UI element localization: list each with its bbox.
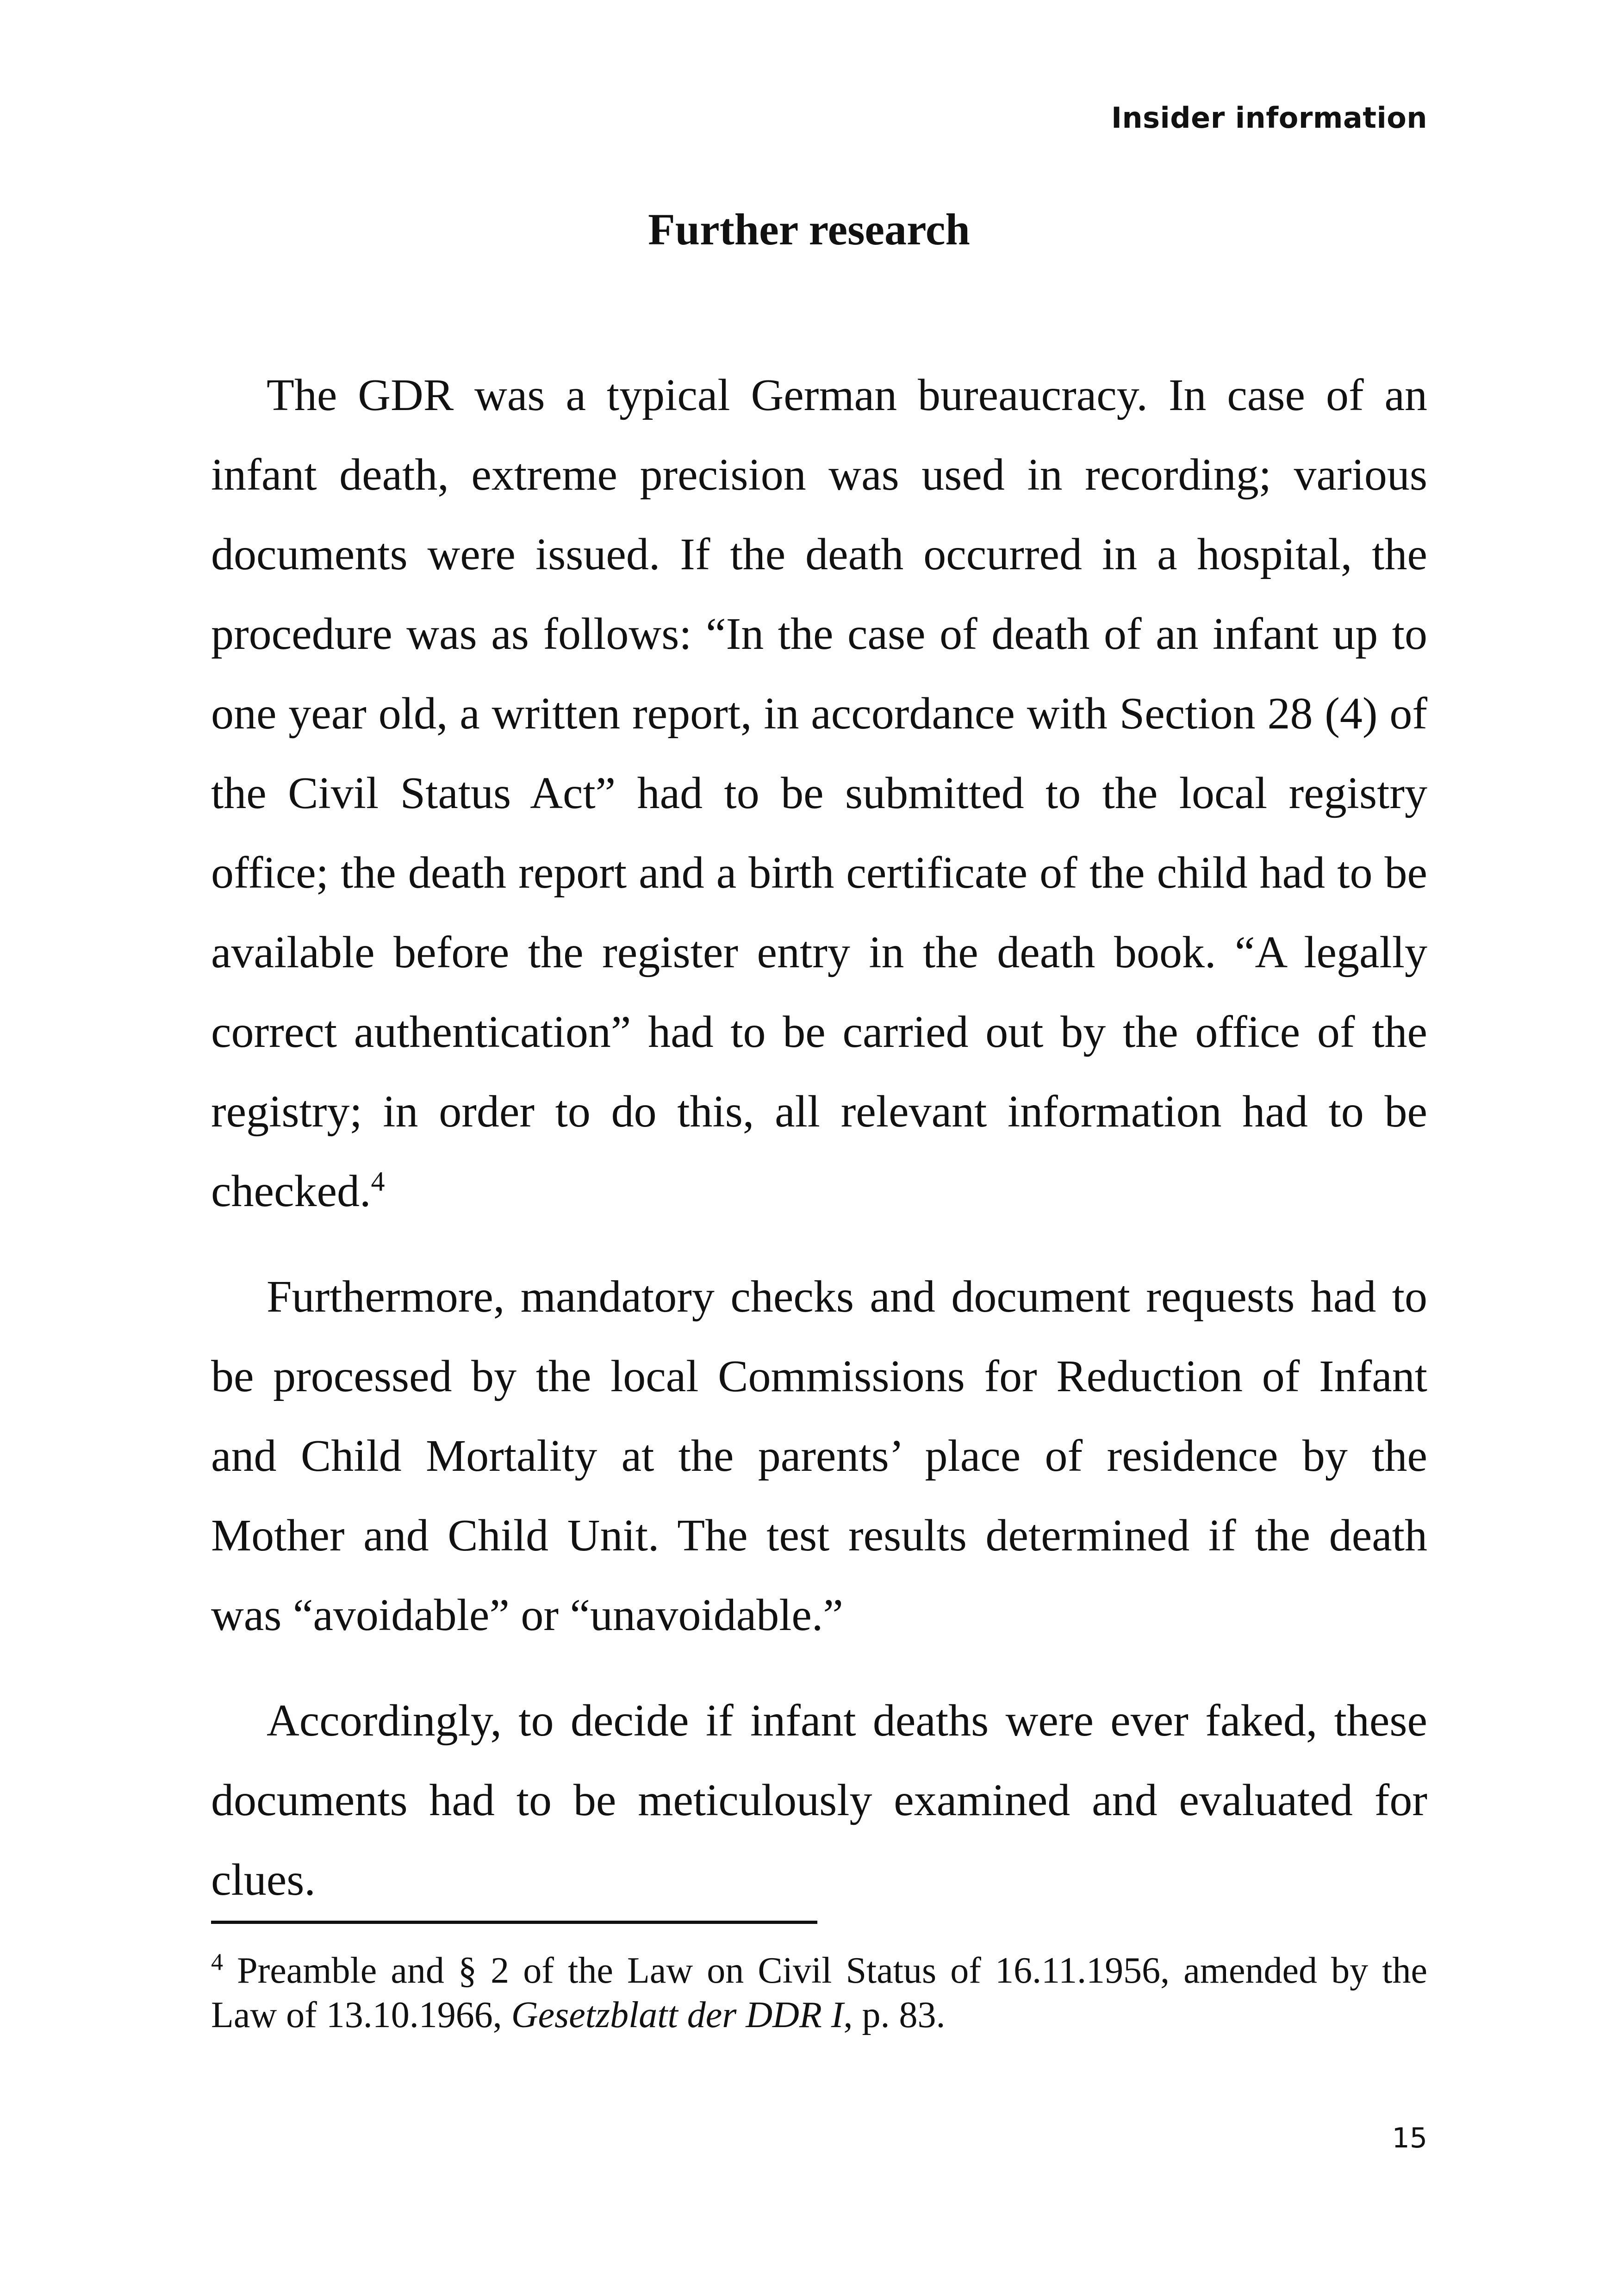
footnote-number: 4 [211, 1949, 223, 1976]
paragraph-3: Accordingly, to decide if infant deaths were ever faked, these documents had to be meticulously examined and evaluated for clues. [211, 1696, 1427, 1905]
footnote-reference: 4 [371, 1166, 385, 1197]
paragraph-1-text: The GDR was a typical German bureaucracy. In case of an infant death, extreme precision was used in recording; various documents were issued. If the death occurred in a hospital, the procedure was as follows: “In the case of death of an infant up to one year old, a written report, in accordance with Section 28 (4) of the Civil Status Act” had to be submitted to the local registry office; the death report and a birth certificate of the child had to be available before the register entry in the death book. “A legally correct authentication” had to be carried out by the office of the registry; in order to do this, all relevant information had to be checked. [211, 370, 1427, 1216]
footnote-separator [211, 1921, 817, 1924]
body-text [211, 355, 1427, 1946]
footnote-text-after: , p. 83. [843, 1995, 946, 2035]
footnote-text-before: Preamble and § 2 of the Law on Civil Status of 16.11.1956, amended by the Law of 13.10.1966, [211, 1950, 1428, 2035]
chapter-title: Further research [648, 205, 970, 254]
page-number: 15 [1392, 2122, 1427, 2154]
paragraph-2: Furthermore, mandatory checks and document requests had to be processed by the local Commissions for Reduction of Infant and Child Mortality at the parents’ place of residence by the Mother and Child Unit. The test results determined if the death was “avoidable” or “unavoidable.” [211, 1272, 1427, 1640]
footnote-italic-title: Gesetzblatt der DDR I [511, 1995, 844, 2035]
footnote [211, 1948, 1427, 2037]
running-header: Insider information [1111, 101, 1427, 135]
paragraph-1 [211, 355, 1427, 1231]
